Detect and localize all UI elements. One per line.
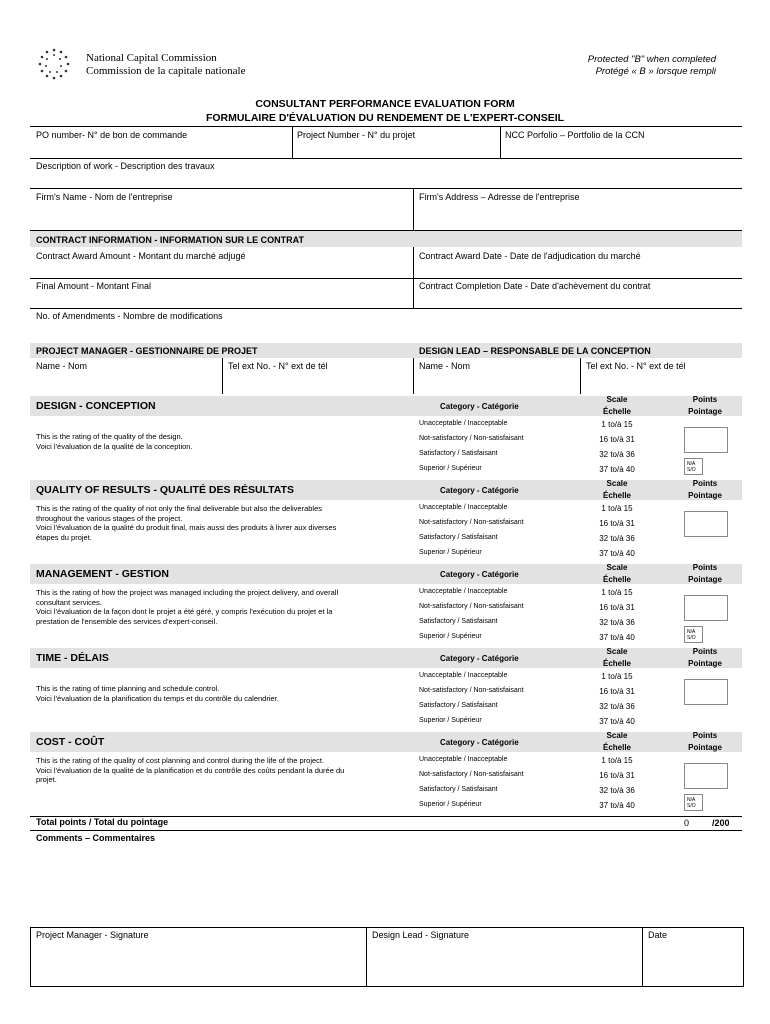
section-description: [36, 588, 406, 626]
pm-name-field[interactable]: Name - Nom: [36, 361, 88, 371]
description-line: This is the rating of time planning and schedule control.: [36, 684, 220, 693]
na-checkbox[interactable]: [684, 458, 703, 475]
rating-scale: 37 to/à 40: [599, 549, 635, 558]
points-header-en: Points: [692, 395, 718, 404]
dl-signature-field[interactable]: Design Lead - Signature: [372, 930, 470, 940]
rating-label: Satisfactory / Satisfaisant: [419, 786, 498, 793]
scale-header-en: Scale: [606, 563, 628, 572]
points-input[interactable]: [684, 427, 728, 453]
points-header-fr: Pointage: [688, 575, 722, 584]
points-input[interactable]: [684, 679, 728, 705]
scale-header-fr: Échelle: [602, 659, 631, 668]
rating-scale: 37 to/à 40: [599, 801, 635, 810]
section-title: DESIGN - CONCEPTION: [36, 400, 156, 412]
points-header-fr: Pointage: [688, 491, 722, 500]
rating-scale: 32 to/à 36: [599, 786, 635, 795]
points-input[interactable]: [684, 511, 728, 537]
award-date-field[interactable]: Contract Award Date - Date de l'adjudication du marché: [419, 251, 641, 261]
firm-name-field[interactable]: Firm's Name - Nom de l'entreprise: [36, 192, 173, 202]
rating-label: Satisfactory / Satisfaisant: [419, 534, 498, 541]
protected-notice-en: Protected "B" when completed: [587, 54, 716, 65]
section-description: [36, 432, 406, 451]
rating-scale: 1 to/à 15: [601, 672, 633, 681]
na-label: N/A: [687, 629, 696, 635]
rating-scale: 1 to/à 15: [601, 756, 633, 765]
so-label: S/O: [687, 467, 696, 473]
category-label: Category - Catégorie: [440, 402, 519, 411]
rating-scale: 16 to/à 31: [599, 603, 635, 612]
rating-label: Superior / Supérieur: [419, 717, 482, 724]
form-title-fr: FORMULAIRE D'ÉVALUATION DU RENDEMENT DE L'EXPERT-CONSEIL: [205, 112, 565, 124]
so-label: S/O: [687, 803, 696, 809]
rating-label: Not-satisfactory / Non-satisfaisant: [419, 771, 524, 778]
description-line: Voici l'évaluation de la planification du temps et du contrôle du calendrier.: [36, 693, 279, 703]
description-line: This is the rating of the quality of not only the final deliverable but also the deliverables: [36, 504, 323, 513]
rating-scale: 37 to/à 40: [599, 465, 635, 474]
comments-label: Comments – Commentaires: [36, 833, 156, 843]
rating-scale: 32 to/à 36: [599, 450, 635, 459]
section-description: [36, 504, 406, 542]
description-line: consultant services.: [36, 597, 102, 607]
rating-label: Superior / Supérieur: [419, 633, 482, 640]
dl-name-field[interactable]: Name - Nom: [419, 361, 471, 371]
po-number-field[interactable]: PO number- N° de bon de commande: [36, 130, 188, 140]
rating-label: Not-satisfactory / Non-satisfaisant: [419, 435, 524, 442]
final-amount-field[interactable]: Final Amount - Montant Final: [36, 281, 152, 291]
description-line: étapes du projet.: [36, 532, 92, 542]
pm-tel-field[interactable]: Tel ext No. - N° ext de tél: [228, 361, 328, 371]
total-points-max: /200: [712, 818, 730, 828]
project-manager-heading: PROJECT MANAGER - GESTIONNAIRE DE PROJET: [36, 346, 258, 356]
category-label: Category - Catégorie: [440, 570, 519, 579]
rating-label: Unacceptable / Inacceptable: [419, 756, 508, 763]
rating-label: Satisfactory / Satisfaisant: [419, 618, 498, 625]
rating-scale: 16 to/à 31: [599, 519, 635, 528]
description-line: This is the rating of how the project was managed including the project delivery, and overall: [36, 588, 339, 597]
section-title: COST - COÛT: [36, 736, 105, 748]
description-line: This is the rating of the quality of cost planning and control during the life of the project.: [36, 756, 325, 765]
description-line: Voici l'évaluation de la façon dont le projet a été géré, y compris l'exécution du projet et la: [36, 607, 333, 616]
points-header-en: Points: [692, 563, 718, 572]
points-header-fr: Pointage: [688, 407, 722, 416]
pm-signature-field[interactable]: Project Manager - Signature: [36, 930, 149, 940]
rating-label: Satisfactory / Satisfaisant: [419, 450, 498, 457]
org-name-en: National Capital Commission: [86, 52, 217, 64]
rating-label: Not-satisfactory / Non-satisfaisant: [419, 603, 524, 610]
comments-area[interactable]: [30, 846, 742, 916]
description-line: This is the rating of the quality of the design.: [36, 432, 183, 441]
award-amount-field[interactable]: Contract Award Amount - Montant du marché adjugé: [36, 251, 246, 261]
rating-scale: 1 to/à 15: [601, 588, 633, 597]
ncc-portfolio-field[interactable]: NCC Porfolio – Portfolio de la CCN: [505, 130, 645, 140]
protected-notice-fr: Protégé « B » lorsque rempli: [595, 66, 716, 77]
category-label: Category - Catégorie: [440, 654, 519, 663]
points-header-fr: Pointage: [688, 659, 722, 668]
firm-address-field[interactable]: Firm's Address – Adresse de l'entreprise: [419, 192, 580, 202]
rating-label: Unacceptable / Inacceptable: [419, 420, 508, 427]
description-line: projet.: [36, 775, 57, 784]
description-line: throughout the various stages of the project.: [36, 513, 183, 523]
rating-label: Superior / Supérieur: [419, 549, 482, 556]
scale-header-fr: Échelle: [602, 491, 631, 500]
description-line: Voici l'évaluation de la qualité du produit final, mais aussi des produits à livrer aux diverses: [36, 523, 337, 532]
rating-label: Unacceptable / Inacceptable: [419, 672, 508, 679]
description-line: prestation de l'ensemble des services d'expert-conseil.: [36, 616, 218, 626]
ncc-logo: [34, 45, 74, 85]
rating-label: Not-satisfactory / Non-satisfaisant: [419, 687, 524, 694]
description-line: Voici l'évaluation de la qualité de la conception.: [36, 441, 193, 451]
points-header-en: Points: [692, 647, 718, 656]
na-checkbox[interactable]: [684, 794, 703, 811]
category-label: Category - Catégorie: [440, 738, 519, 747]
section-title: TIME - DÉLAIS: [36, 652, 109, 664]
dl-tel-field[interactable]: Tel ext No. - N° ext de tél: [586, 361, 686, 371]
so-label: S/O: [687, 635, 696, 641]
contract-info-heading: CONTRACT INFORMATION - INFORMATION SUR LE CONTRAT: [36, 235, 304, 245]
rating-label: Not-satisfactory / Non-satisfaisant: [419, 519, 524, 526]
rating-scale: 32 to/à 36: [599, 618, 635, 627]
rating-scale: 1 to/à 15: [601, 504, 633, 513]
na-label: N/A: [687, 797, 696, 803]
rating-scale: 37 to/à 40: [599, 717, 635, 726]
rating-scale: 32 to/à 36: [599, 534, 635, 543]
rating-scale: 32 to/à 36: [599, 702, 635, 711]
section-title: MANAGEMENT - GESTION: [36, 568, 169, 580]
scale-header-en: Scale: [606, 647, 628, 656]
description-field[interactable]: Description of work - Description des travaux: [36, 161, 215, 171]
rating-scale: 16 to/à 31: [599, 771, 635, 780]
rating-label: Superior / Supérieur: [419, 801, 482, 808]
design-lead-heading: DESIGN LEAD – RESPONSABLE DE LA CONCEPTION: [419, 346, 651, 356]
scale-header-fr: Échelle: [602, 743, 631, 752]
rating-scale: 37 to/à 40: [599, 633, 635, 642]
category-label: Category - Catégorie: [440, 486, 519, 495]
section-title: QUALITY OF RESULTS - QUALITÉ DES RÉSULTATS: [36, 484, 295, 496]
description-line: Voici l'évaluation de la qualité de la planification et du contrôle des coûts pendant la durée du: [36, 765, 345, 775]
na-label: N/A: [687, 461, 696, 467]
scale-header-en: Scale: [606, 731, 628, 740]
points-input[interactable]: [684, 595, 728, 621]
amendments-field[interactable]: No. of Amendments - Nombre de modifications: [36, 311, 223, 321]
points-header-en: Points: [692, 731, 718, 740]
section-description: [36, 684, 406, 703]
scale-header-en: Scale: [606, 395, 628, 404]
total-points-value: 0: [684, 818, 690, 828]
rating-label: Unacceptable / Inacceptable: [419, 504, 508, 511]
scale-header-en: Scale: [606, 479, 628, 488]
section-description: [36, 756, 406, 785]
na-checkbox[interactable]: [684, 626, 703, 643]
points-input[interactable]: [684, 763, 728, 789]
org-name-fr: Commission de la capitale nationale: [86, 65, 246, 77]
completion-date-field[interactable]: Contract Completion Date - Date d'achèvement du contrat: [419, 281, 651, 291]
rating-scale: 16 to/à 31: [599, 435, 635, 444]
scale-header-fr: Échelle: [602, 407, 631, 416]
points-header-en: Points: [692, 479, 718, 488]
rating-label: Satisfactory / Satisfaisant: [419, 702, 498, 709]
rating-label: Superior / Supérieur: [419, 465, 482, 472]
rating-label: Unacceptable / Inacceptable: [419, 588, 508, 595]
project-number-field[interactable]: Project Number - N° du projet: [297, 130, 416, 140]
total-points-label: Total points / Total du pointage: [36, 817, 169, 827]
form-title-en: CONSULTANT PERFORMANCE EVALUATION FORM: [255, 98, 515, 110]
points-header-fr: Pointage: [688, 743, 722, 752]
scale-header-fr: Échelle: [602, 575, 631, 584]
date-field[interactable]: Date: [648, 930, 668, 940]
rating-scale: 16 to/à 31: [599, 687, 635, 696]
rating-scale: 1 to/à 15: [601, 420, 633, 429]
